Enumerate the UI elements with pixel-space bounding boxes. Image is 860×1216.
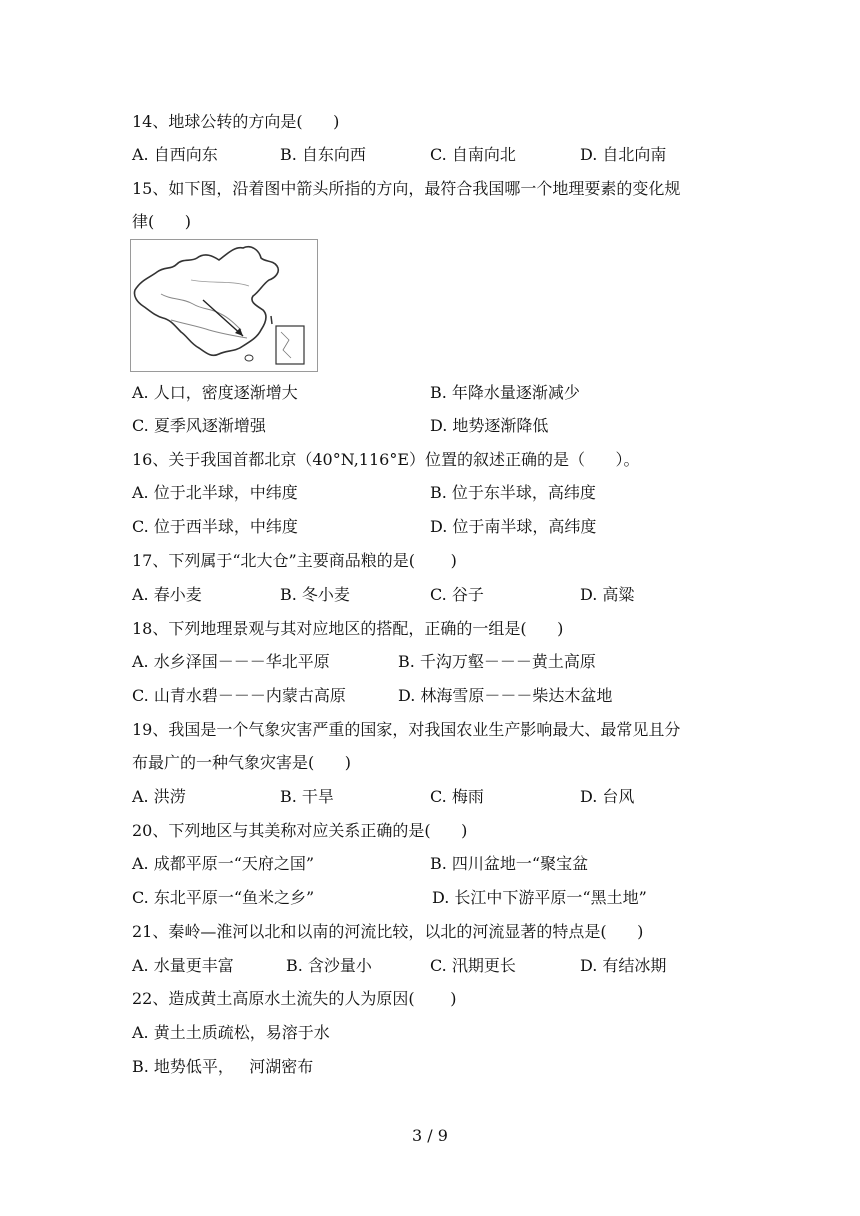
china-border: [134, 247, 278, 356]
question-15-stem-line1: 15、如下图，沿着图中箭头所指的方向，最符合我国哪一个地理要素的变化规: [132, 179, 681, 198]
q15-option-d: D. 地势逐渐降低: [430, 416, 549, 435]
q15-option-c: C. 夏季风逐渐增强: [132, 416, 266, 435]
q18-option-b: B. 千沟万壑－－－黄土高原: [398, 652, 596, 671]
q20-option-b: B. 四川盆地一“聚宝盆: [430, 854, 589, 873]
arrow-shaft: [203, 300, 243, 336]
q21-option-d: D. 有结冰期: [580, 956, 667, 975]
taiwan-island: [271, 316, 272, 324]
question-21-stem: 21、秦岭—淮河以北和以南的河流比较，以北的河流显著的特点是( ): [132, 922, 644, 941]
q16-option-d: D. 位于南半球，高纬度: [430, 517, 597, 536]
question-15-stem-line2: 律( ): [132, 212, 192, 231]
q20-option-d: D. 长江中下游平原一“黑土地”: [432, 888, 647, 907]
hainan-island: [245, 355, 253, 361]
q22-option-a: A. 黄土土质疏松，易溶于水: [132, 1023, 330, 1042]
q14-option-c: C. 自南向北: [430, 145, 516, 164]
q21-option-c: C. 汛期更长: [430, 956, 516, 975]
q15-option-b: B. 年降水量逐渐减少: [430, 383, 580, 402]
inset-coastline: [281, 332, 291, 358]
q22-option-b: B. 地势低平， 河湖密布: [132, 1057, 314, 1076]
question-17-stem: 17、下列属于“北大仓”主要商品粮的是( ): [132, 551, 457, 570]
q17-option-d: D. 高粱: [580, 585, 635, 604]
q18-option-c: C. 山青水碧－－－内蒙古高原: [132, 686, 346, 705]
q20-option-a: A. 成都平原一“天府之国”: [132, 854, 315, 873]
q14-option-d: D. 自北向南: [580, 145, 667, 164]
q21-option-b: B. 含沙量小: [286, 956, 372, 975]
question-16-stem: 16、关于我国首都北京（40°N,116°E）位置的叙述正确的是（ ）。: [132, 450, 640, 469]
q19-option-d: D. 台风: [580, 787, 635, 806]
question-19-stem-line2: 布最广的一种气象灾害是( ): [132, 753, 352, 772]
q16-option-a: A. 位于北半球，中纬度: [132, 483, 298, 502]
q19-option-a: A. 洪涝: [132, 787, 186, 806]
page-number: 3 / 9: [412, 1126, 448, 1145]
question-20-stem: 20、下列地区与其美称对应关系正确的是( ): [132, 821, 468, 840]
q18-option-a: A. 水乡泽国－－－华北平原: [132, 652, 330, 671]
q19-option-c: C. 梅雨: [430, 787, 484, 806]
q16-option-c: C. 位于西半球，中纬度: [132, 517, 298, 536]
q19-option-b: B. 干旱: [280, 787, 334, 806]
question-18-stem: 18、下列地理景观与其对应地区的搭配，正确的一组是( ): [132, 619, 564, 638]
question-22-stem: 22、造成黄土高原水土流失的人为原因( ): [132, 989, 457, 1008]
q14-option-a: A. 自西向东: [132, 145, 218, 164]
question-19-stem-line1: 19、我国是一个气象灾害严重的国家，对我国农业生产影响最大、最常见且分: [132, 720, 681, 739]
q18-option-d: D. 林海雪原－－－柴达木盆地: [398, 686, 613, 705]
china-map-figure: [130, 239, 318, 372]
q16-option-b: B. 位于东半球，高纬度: [430, 483, 596, 502]
q17-option-c: C. 谷子: [430, 585, 484, 604]
q21-option-a: A. 水量更丰富: [132, 956, 234, 975]
q20-option-c: C. 东北平原一“鱼米之乡”: [132, 888, 315, 907]
china-outline-map: [131, 240, 317, 371]
q15-option-a: A. 人口，密度逐渐增大: [132, 383, 298, 402]
south-china-sea-inset: [276, 326, 304, 364]
boundary-line: [191, 280, 249, 286]
q17-option-b: B. 冬小麦: [280, 585, 350, 604]
question-14-stem: 14、地球公转的方向是( ): [132, 112, 340, 131]
q17-option-a: A. 春小麦: [132, 585, 202, 604]
q14-option-b: B. 自东向西: [280, 145, 366, 164]
